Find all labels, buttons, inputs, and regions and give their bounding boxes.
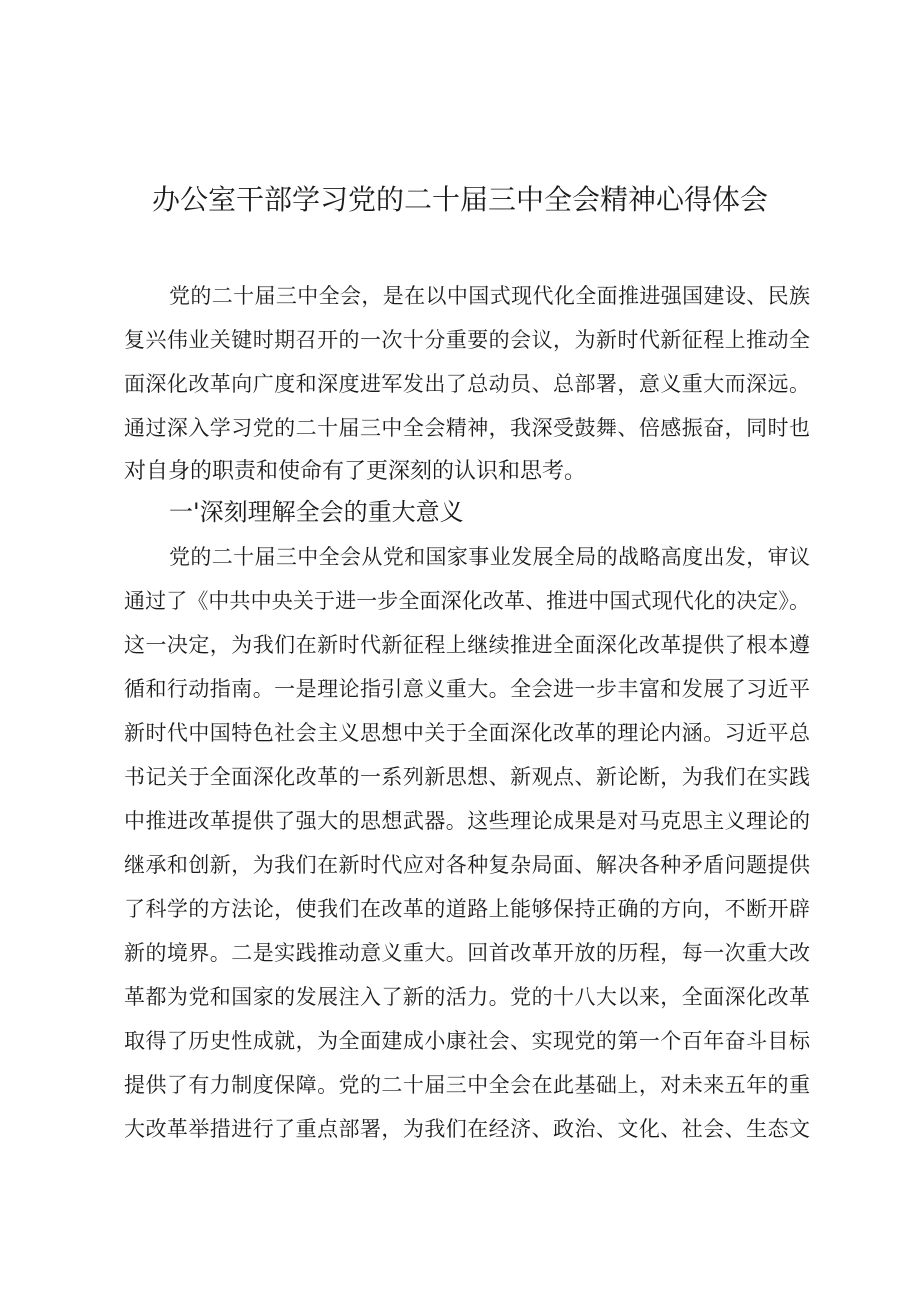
text-line: 通过了《中共中央关于进一步全面深化改革、推进中国式现代化的决定》。 <box>124 589 810 613</box>
text-line: 提供了有力制度保障。党的二十届三中全会在此基础上，对未来五年的重 <box>124 1073 810 1097</box>
text-line: 继承和创新，为我们在新时代应对各种复杂局面、解决各种矛盾问题提供 <box>124 853 810 877</box>
text-line: 了科学的方法论，使我们在改革的道路上能够保持正确的方向，不断开辟 <box>124 897 810 921</box>
text-line: 书记关于全面深化改革的一系列新思想、新观点、新论断，为我们在实践 <box>124 765 810 789</box>
text-line: 复兴伟业关键时期召开的一次十分重要的会议，为新时代新征程上推动全 <box>124 328 810 352</box>
text-line: 对自身的职责和使命有了更深刻的认识和思考。 <box>124 459 587 484</box>
text-line: 中推进改革提供了强大的思想武器。这些理论成果是对马克思主义理论的 <box>124 809 810 833</box>
text-line: 取得了历史性成就，为全面建成小康社会、实现党的第一个百年奋斗目标 <box>124 1029 810 1053</box>
text-line: 新的境界。二是实践推动意义重大。回首改革开放的历程，每一次重大改 <box>124 941 810 965</box>
text-line: 通过深入学习党的二十届三中全会精神，我深受鼓舞、倍感振奋，同时也 <box>124 416 810 440</box>
text-line: 新时代中国特色社会主义思想中关于全面深化改革的理论内涵。习近平总 <box>124 721 810 745</box>
text-line: 党的二十届三中全会从党和国家事业发展全局的战略高度出发，审议 <box>169 545 810 569</box>
text-line: 这一决定，为我们在新时代新征程上继续推进全面深化改革提供了根本遵 <box>124 633 810 657</box>
text-line: 循和行动指南。一是理论指引意义重大。全会进一步丰富和发展了习近平 <box>124 677 810 701</box>
text-line: 面深化改革向广度和深度进军发出了总动员、总部署，意义重大而深远。 <box>124 372 810 396</box>
text-line: 大改革举措进行了重点部署，为我们在经济、政治、文化、社会、生态文 <box>124 1117 810 1141</box>
text-line: 革都为党和国家的发展注入了新的活力。党的十八大以来，全面深化改革 <box>124 985 810 1009</box>
document-title: 办公室干部学习党的二十届三中全会精神心得体会 <box>151 183 768 216</box>
section-heading: 一'深刻理解全会的重大意义 <box>169 498 464 526</box>
text-line: 党的二十届三中全会，是在以中国式现代化全面推进强国建设、民族 <box>169 284 810 308</box>
